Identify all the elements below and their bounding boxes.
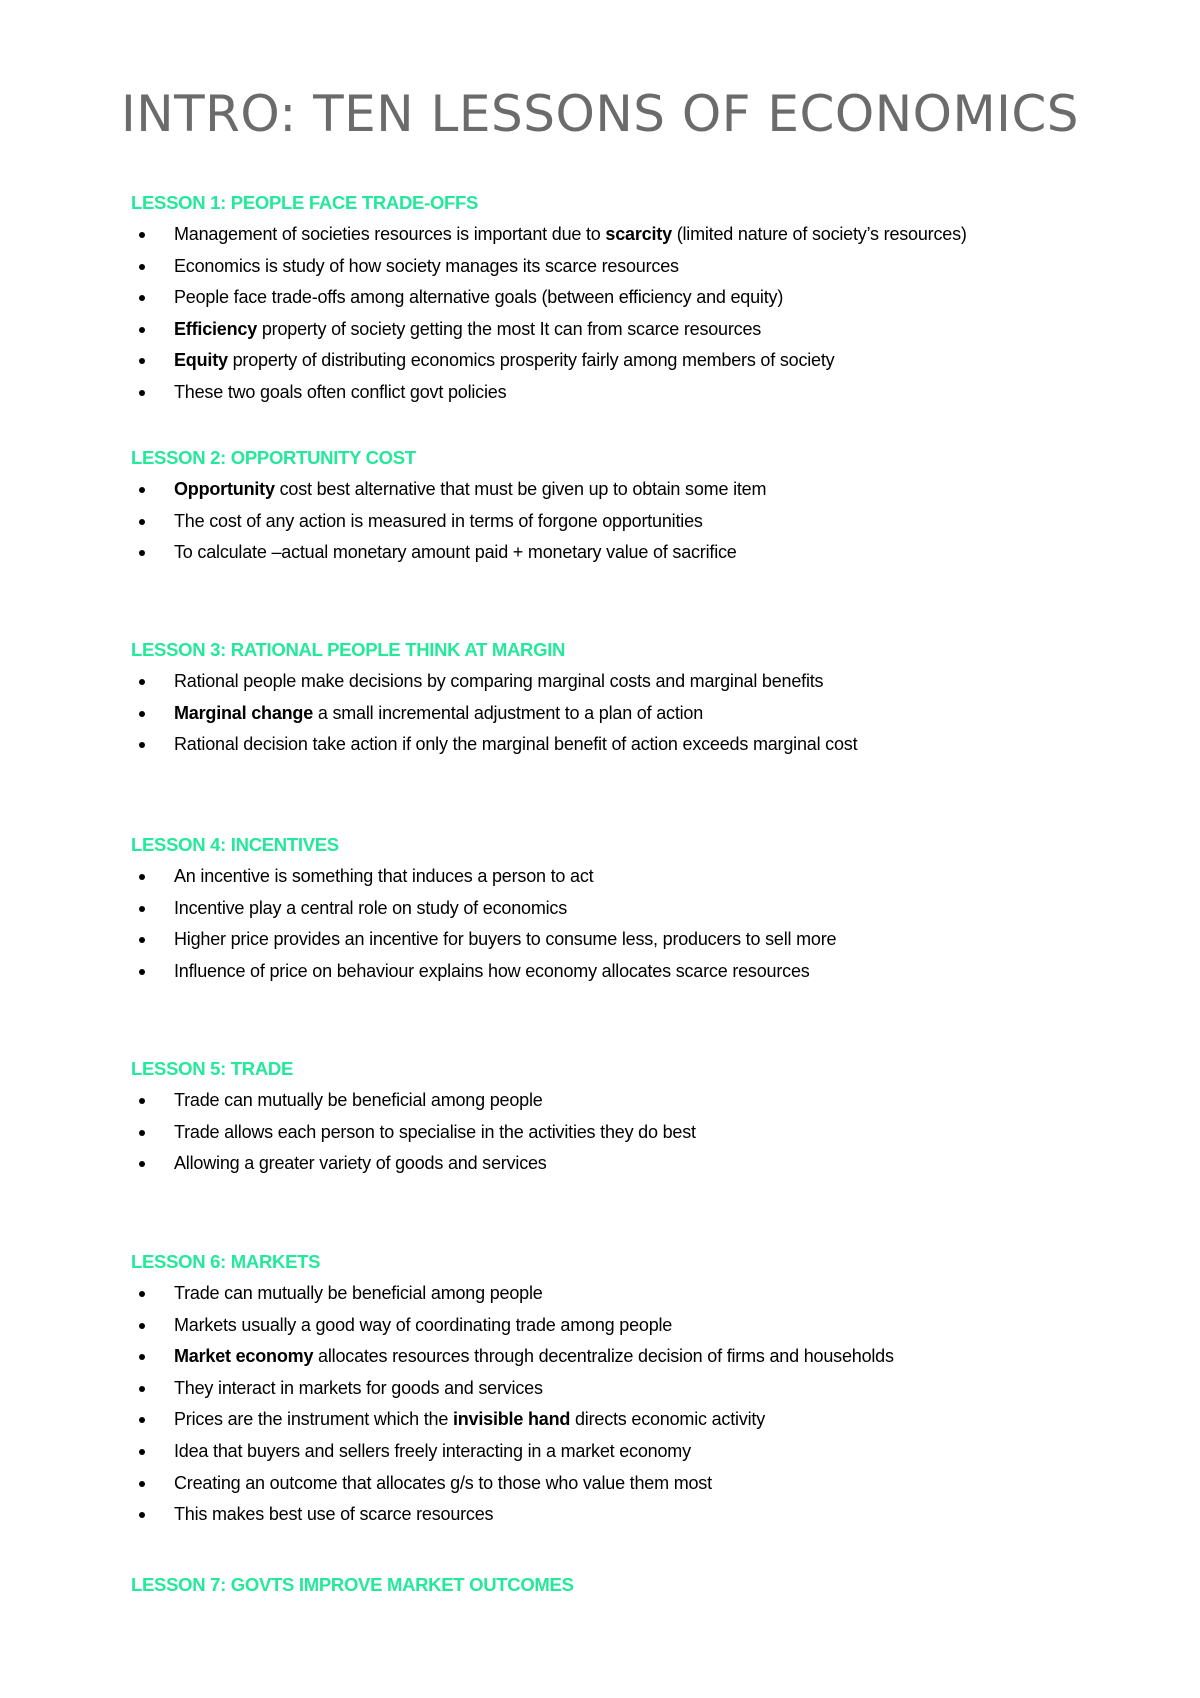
bullet-icon (139, 1130, 145, 1136)
item-text: This makes best use of scarce resources (174, 1504, 494, 1525)
list-item (131, 317, 1131, 342)
bullet-icon (139, 874, 145, 880)
lesson-heading: LESSON 2: OPPORTUNITY COST (131, 447, 416, 468)
bold-term: scarcity (605, 224, 672, 244)
bullet-icon (139, 487, 145, 493)
item-text: Management of societies resources is important due to (174, 224, 606, 244)
list-item (131, 254, 1131, 279)
bullet-icon (139, 1323, 145, 1329)
list-item (131, 1471, 1131, 1496)
lesson-4 (131, 832, 1131, 990)
bullet-icon (139, 969, 145, 975)
item-text: Rational people make decisions by comparing marginal costs and marginal benefits (174, 671, 824, 691)
list-item (131, 222, 1131, 247)
item-text: To calculate –actual monetary amount paid + monetary value of sacrifice (174, 542, 737, 563)
list-item (131, 509, 1131, 534)
bullet-list (131, 864, 1131, 984)
bullet-icon (139, 1417, 145, 1423)
item-text: Influence of price on behaviour explains how economy allocates scarce resources (174, 960, 810, 981)
item-text: Trade can mutually be beneficial among people (174, 1283, 543, 1303)
item-text: Allowing a greater variety of goods and services (174, 1153, 547, 1174)
list-item (131, 959, 1131, 984)
list-item (131, 896, 1131, 921)
bold-term: invisible hand (452, 1409, 571, 1430)
lesson-heading: LESSON 6: MARKETS (131, 1251, 321, 1272)
bullet-icon (139, 1449, 145, 1455)
bullet-list (131, 1281, 1131, 1527)
item-text: Trade can mutually be beneficial among people (174, 1090, 543, 1110)
item-text: Markets usually a good way of coordinating trade among people (174, 1314, 673, 1335)
bold-term: Marginal change (174, 702, 314, 723)
lesson-3 (131, 637, 1131, 764)
bullet-icon (139, 937, 145, 943)
page-title: INTRO: TEN LESSONS OF ECONOMICS (120, 85, 1080, 143)
item-text: Prices are the instrument which the (174, 1409, 453, 1430)
bold-term: Market economy (174, 1346, 314, 1367)
bullet-icon (139, 711, 145, 717)
bullet-icon (139, 519, 145, 525)
list-item (131, 380, 1131, 405)
bullet-icon (139, 679, 145, 685)
bullet-icon (139, 1291, 145, 1297)
lesson-heading: LESSON 4: INCENTIVES (131, 834, 339, 855)
item-text: They interact in markets for goods and services (174, 1377, 543, 1398)
lesson-1 (131, 190, 1131, 412)
list-item (131, 1281, 1131, 1306)
lesson-6 (131, 1249, 1131, 1534)
item-text: Rational decision take action if only the marginal benefit of action exceeds marginal cost (174, 734, 858, 755)
bullet-icon (139, 1481, 145, 1487)
item-text: These two goals often conflict govt policies (174, 381, 507, 402)
bullet-list (131, 222, 1131, 405)
item-text: An incentive is something that induces a person to act (174, 866, 594, 886)
bullet-icon (139, 327, 145, 333)
list-item (131, 1502, 1131, 1527)
item-text: The cost of any action is measured in terms of forgone opportunities (174, 510, 703, 531)
item-text: Incentive play a central role on study of economics (174, 897, 568, 918)
item-text: Creating an outcome that allocates g/s to those who value them most (174, 1472, 712, 1493)
item-text: a small incremental adjustment to a plan of action (313, 702, 704, 723)
list-item (131, 1344, 1131, 1369)
lesson-heading: LESSON 3: RATIONAL PEOPLE THINK AT MARGIN (131, 639, 566, 660)
bullet-list (131, 669, 1131, 757)
list-item (131, 1407, 1131, 1432)
item-text: property of society getting the most It can from scarce resources (257, 318, 762, 339)
bullet-icon (139, 390, 145, 396)
bullet-icon (139, 1386, 145, 1392)
bullet-icon (139, 232, 145, 238)
item-text: cost best alternative that must be given up to obtain some item (274, 479, 767, 499)
item-text: directs economic activity (570, 1409, 766, 1430)
list-item (131, 669, 1131, 694)
list-item (131, 1439, 1131, 1464)
list-item (131, 701, 1131, 726)
lesson-heading: LESSON 7: GOVTS IMPROVE MARKET OUTCOMES (131, 1574, 574, 1595)
bold-term: Opportunity (174, 479, 275, 499)
item-text: Economics is study of how society manages its scarce resources (174, 255, 679, 276)
bullet-icon (139, 1512, 145, 1518)
bullet-icon (139, 550, 145, 556)
bullet-icon (139, 1354, 145, 1360)
bold-term: Efficiency (174, 318, 258, 339)
list-item (131, 1313, 1131, 1338)
bullet-icon (139, 742, 145, 748)
lesson-2 (131, 445, 1131, 572)
bullet-list (131, 1088, 1131, 1176)
list-item (131, 477, 1131, 502)
list-item (131, 1120, 1131, 1145)
list-item (131, 1151, 1131, 1176)
bullet-icon (139, 358, 145, 364)
item-text: Higher price provides an incentive for buyers to consume less, producers to sell more (174, 929, 837, 950)
bullet-icon (139, 295, 145, 301)
list-item (131, 864, 1131, 889)
lesson-heading: LESSON 1: PEOPLE FACE TRADE-OFFS (131, 192, 479, 213)
lesson-7 (131, 1572, 1131, 1604)
list-item (131, 927, 1131, 952)
bullet-icon (139, 906, 145, 912)
list-item (131, 1088, 1131, 1113)
item-text: Idea that buyers and sellers freely interacting in a market economy (174, 1440, 691, 1461)
bullet-icon (139, 1098, 145, 1104)
bold-term: Equity (174, 350, 228, 371)
item-text: property of distributing economics prosperity fairly among members of society (227, 350, 835, 371)
list-item (131, 1376, 1131, 1401)
list-item (131, 285, 1131, 310)
item-text: Trade allows each person to specialise in the activities they do best (174, 1121, 696, 1142)
list-item (131, 540, 1131, 565)
bullet-icon (139, 264, 145, 270)
bullet-icon (139, 1161, 145, 1167)
lesson-heading: LESSON 5: TRADE (131, 1058, 294, 1079)
item-text: People face trade-offs among alternative goals (between efficiency and equity) (174, 287, 784, 308)
list-item (131, 348, 1131, 373)
lesson-5 (131, 1056, 1131, 1183)
item-text: allocates resources through decentralize decision of firms and households (313, 1346, 894, 1367)
item-text: (limited nature of society’s resources) (671, 224, 967, 244)
list-item (131, 732, 1131, 757)
bullet-list (131, 477, 1131, 565)
